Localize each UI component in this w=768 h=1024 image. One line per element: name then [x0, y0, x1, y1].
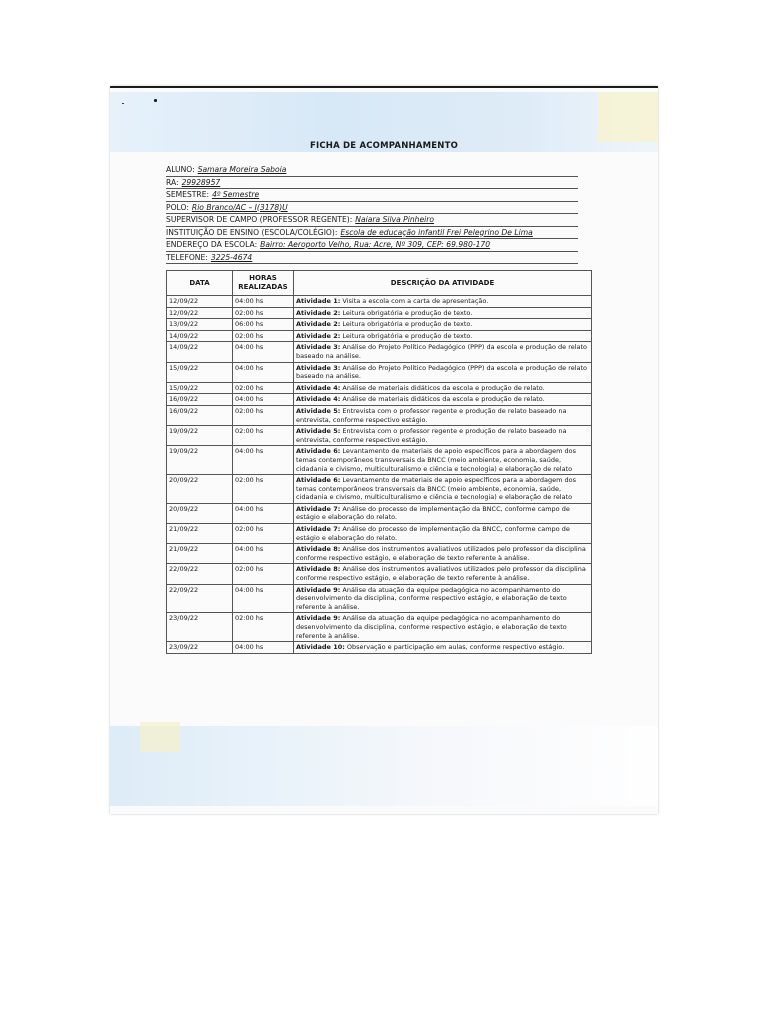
info-field-value: 4º Semestre: [212, 190, 260, 199]
cell-date: 20/09/22: [167, 475, 233, 504]
cell-description: [294, 524, 592, 544]
cell-date: 21/09/22: [167, 544, 233, 564]
cell-description: [294, 330, 592, 342]
cell-hours: 02:00 hs: [233, 613, 294, 642]
table-row: [167, 564, 592, 584]
activity-label: Atividade 5:: [296, 427, 341, 436]
cell-hours: 02:00 hs: [233, 382, 294, 394]
activity-text: Leitura obrigatória e produção de texto.: [342, 331, 473, 340]
cell-description: [294, 394, 592, 406]
cell-hours: 04:00 hs: [233, 362, 294, 382]
cell-date: 19/09/22: [167, 446, 233, 475]
info-field-value: Rio Branco/AC – I(3178)U: [191, 202, 288, 212]
table-row: [167, 642, 592, 654]
activity-label: Atividade 1:: [296, 297, 341, 305]
activity-text: Leitura obrigatória e produção de texto.: [342, 308, 473, 317]
activity-label: Atividade 3:: [296, 363, 341, 372]
info-field-label: INSTITUIÇÃO DE ENSINO (ESCOLA/COLÉGIO):: [166, 227, 338, 237]
cell-date: 16/09/22: [167, 405, 233, 425]
cell-description: [294, 362, 592, 382]
info-field-value: Samara Moreira Saboia: [197, 165, 287, 174]
scan-color-wash-top-right: [598, 92, 658, 142]
cell-date: 21/09/22: [167, 524, 233, 544]
cell-description: [294, 342, 592, 362]
info-field-row: [166, 239, 578, 252]
cell-hours: 04:00 hs: [233, 584, 294, 613]
activity-label: Atividade 8:: [296, 545, 341, 554]
activity-text: Análise dos instrumentos avaliativos utilizados pelo professor da disciplina conforme respectivo estágio, e elaboração de texto referente à análise.: [296, 545, 586, 562]
cell-hours: 02:00 hs: [233, 405, 294, 425]
cell-hours: 02:00 hs: [233, 330, 294, 342]
info-field-label: ENDEREÇO DA ESCOLA:: [166, 240, 258, 249]
cell-description: [294, 613, 592, 642]
activity-label: Atividade 2:: [296, 308, 341, 317]
cell-date: 22/09/22: [167, 564, 233, 584]
cell-date: 16/09/22: [167, 394, 233, 406]
cell-hours: 04:00 hs: [233, 544, 294, 564]
activity-text: Observação e participação em aulas, conforme respectivo estágio.: [346, 643, 565, 652]
activity-text: Análise da atuação da equipe pedagógica no acompanhamento do desenvolvimento da disciplina, conforme respectivo estágio, e elaboração de texto referente à análise.: [296, 585, 567, 611]
cell-hours: 04:00 hs: [233, 296, 294, 308]
table-header-row: [167, 271, 592, 296]
activity-label: Atividade 2:: [296, 331, 341, 340]
activity-label: Atividade 9:: [296, 585, 341, 594]
cell-date: 23/09/22: [167, 642, 233, 654]
cell-description: [294, 446, 592, 475]
activity-label: Atividade 7:: [296, 525, 341, 534]
activity-text: Análise da atuação da equipe pedagógica no acompanhamento do desenvolvimento da disciplina, conforme respectivo estágio, e elaboração de texto referente à análise.: [296, 614, 567, 640]
activity-label: Atividade 8:: [296, 565, 341, 574]
activity-label: Atividade 6:: [296, 447, 341, 456]
info-field-row: [166, 227, 578, 240]
cell-description: [294, 584, 592, 613]
cell-date: 22/09/22: [167, 584, 233, 613]
table-row: [167, 503, 592, 523]
table-row: [167, 319, 592, 331]
info-field-label: RA:: [166, 177, 179, 187]
info-field-row: [166, 189, 578, 202]
info-field-label: SEMESTRE:: [166, 190, 210, 199]
scan-color-wash-bottom: [110, 726, 658, 806]
activity-text: Análise dos instrumentos avaliativos utilizados pelo professor da disciplina conforme respectivo estágio, e elaboração de texto referente à análise.: [296, 565, 586, 583]
column-header-hours: HORAS REALIZADAS: [233, 271, 294, 296]
activity-text: Análise do processo de implementação da BNCC, conforme campo de estágio e elaboração do relato.: [296, 525, 570, 542]
activity-text: Visita a escola com a carta de apresentação.: [342, 297, 489, 305]
activity-text: Levantamento de materiais de apoio específicos para a abordagem dos temas contemporâneos transversais da BNCC (meio ambiente, economia, saúde, cidadania e civismo, multiculturalismo e ciência e tecnologia) e elaboração de relato: [296, 447, 576, 473]
info-field-value: 3225-4674: [210, 252, 253, 262]
cell-date: 14/09/22: [167, 330, 233, 342]
cell-description: [294, 503, 592, 523]
info-field-row: [166, 177, 578, 190]
cell-hours: 02:00 hs: [233, 426, 294, 446]
cell-date: 15/09/22: [167, 362, 233, 382]
cell-description: [294, 405, 592, 425]
info-field-value: 29928957: [181, 177, 221, 187]
scan-top-edge: [110, 86, 658, 88]
table-row: [167, 342, 592, 362]
activity-label: Atividade 5:: [296, 406, 341, 415]
cell-date: 19/09/22: [167, 426, 233, 446]
activity-text: Entrevista com o professor regente e produção de relato baseado na entrevista, conforme respectivo estágio.: [296, 406, 567, 424]
cell-hours: 04:00 hs: [233, 394, 294, 406]
scan-speck: [122, 103, 124, 104]
info-field-value: Escola de educação infantil Frei Pelegrino De Lima: [340, 227, 533, 237]
cell-date: 14/09/22: [167, 342, 233, 362]
cell-hours: 06:00 hs: [233, 319, 294, 331]
table-row: [167, 362, 592, 382]
activities-table: [166, 270, 592, 654]
activity-label: Atividade 7:: [296, 504, 341, 513]
activity-text: Análise de materiais didáticos da escola e produção de relato.: [342, 395, 545, 404]
cell-date: 12/09/22: [167, 296, 233, 308]
cell-description: [294, 564, 592, 584]
cell-hours: 04:00 hs: [233, 642, 294, 654]
table-row: [167, 330, 592, 342]
activity-label: Atividade 4:: [296, 383, 341, 392]
cell-hours: 02:00 hs: [233, 524, 294, 544]
activity-label: Atividade 4:: [296, 395, 341, 404]
cell-hours: 04:00 hs: [233, 503, 294, 523]
activity-label: Atividade 3:: [296, 343, 341, 352]
scan-color-wash-bottom-yellow: [140, 722, 180, 752]
table-row: [167, 405, 592, 425]
cell-description: [294, 307, 592, 319]
activity-text: Leitura obrigatória e produção de texto.: [342, 320, 473, 329]
info-field-value: Naiara Silva Pinheiro: [355, 215, 435, 224]
table-row: [167, 584, 592, 613]
cell-description: [294, 426, 592, 446]
info-field-label: ALUNO:: [166, 165, 195, 174]
cell-description: [294, 319, 592, 331]
activity-text: Análise do processo de implementação da BNCC, conforme campo de estágio e elaboração do relato.: [296, 504, 570, 522]
cell-hours: 04:00 hs: [233, 342, 294, 362]
scanned-document: [110, 86, 658, 814]
cell-hours: 02:00 hs: [233, 564, 294, 584]
info-field-value: Bairro: Aeroporto Velho, Rua: Acre, Nº 309, CEP: 69.980-170: [260, 240, 491, 249]
info-field-label: TELEFONE:: [166, 252, 208, 262]
info-field-row: [166, 252, 578, 265]
cell-description: [294, 296, 592, 308]
info-field-label: SUPERVISOR DE CAMPO (PROFESSOR REGENTE):: [166, 215, 353, 224]
table-row: [167, 446, 592, 475]
activities-table-body: [167, 296, 592, 654]
document-title: FICHA DE ACOMPANHAMENTO: [309, 141, 459, 151]
activity-label: Atividade 10:: [296, 643, 345, 652]
cell-hours: 04:00 hs: [233, 446, 294, 475]
activity-label: Atividade 9:: [296, 614, 341, 623]
activity-text: Análise de materiais didáticos da escola e produção de relato.: [342, 383, 545, 392]
activity-text: Análise do Projeto Político Pedagógico (PPP) da escola e produção de relato baseado na análise.: [296, 343, 588, 360]
cell-description: [294, 544, 592, 564]
activity-label: Atividade 6:: [296, 476, 341, 485]
column-header-date: DATA: [167, 271, 233, 296]
info-field-row: [166, 214, 578, 227]
table-row: [167, 613, 592, 642]
table-row: [167, 524, 592, 544]
table-row: [167, 426, 592, 446]
table-row: [167, 394, 592, 406]
scan-speck: [154, 99, 157, 102]
cell-date: 23/09/22: [167, 613, 233, 642]
table-row: [167, 307, 592, 319]
cell-date: 15/09/22: [167, 382, 233, 394]
cell-description: [294, 382, 592, 394]
cell-date: 12/09/22: [167, 307, 233, 319]
info-field-row: [166, 164, 578, 177]
activity-text: Levantamento de materiais de apoio específicos para a abordagem dos temas contemporâneos transversais da BNCC (meio ambiente, economia, saúde, cidadania e civismo, multiculturalismo e ciência e tecnologia) e elaboração de relato: [296, 476, 576, 502]
info-field-row: [166, 202, 578, 215]
cell-description: [294, 642, 592, 654]
student-info-fields: [166, 164, 578, 264]
activity-label: Atividade 2:: [296, 320, 341, 329]
table-row: [167, 382, 592, 394]
column-header-description: DESCRIÇÃO DA ATIVIDADE: [294, 271, 592, 296]
cell-description: [294, 475, 592, 504]
activity-text: Análise do Projeto Político Pedagógico (PPP) da escola e produção de relato baseado na análise.: [296, 363, 588, 381]
table-row: [167, 475, 592, 504]
cell-date: 20/09/22: [167, 503, 233, 523]
table-row: [167, 544, 592, 564]
cell-hours: 02:00 hs: [233, 475, 294, 504]
cell-date: 13/09/22: [167, 319, 233, 331]
cell-hours: 02:00 hs: [233, 307, 294, 319]
activity-text: Entrevista com o professor regente e produção de relato baseado na entrevista, conforme respectivo estágio.: [296, 427, 567, 444]
info-field-label: POLO:: [166, 202, 189, 212]
table-row: [167, 296, 592, 308]
